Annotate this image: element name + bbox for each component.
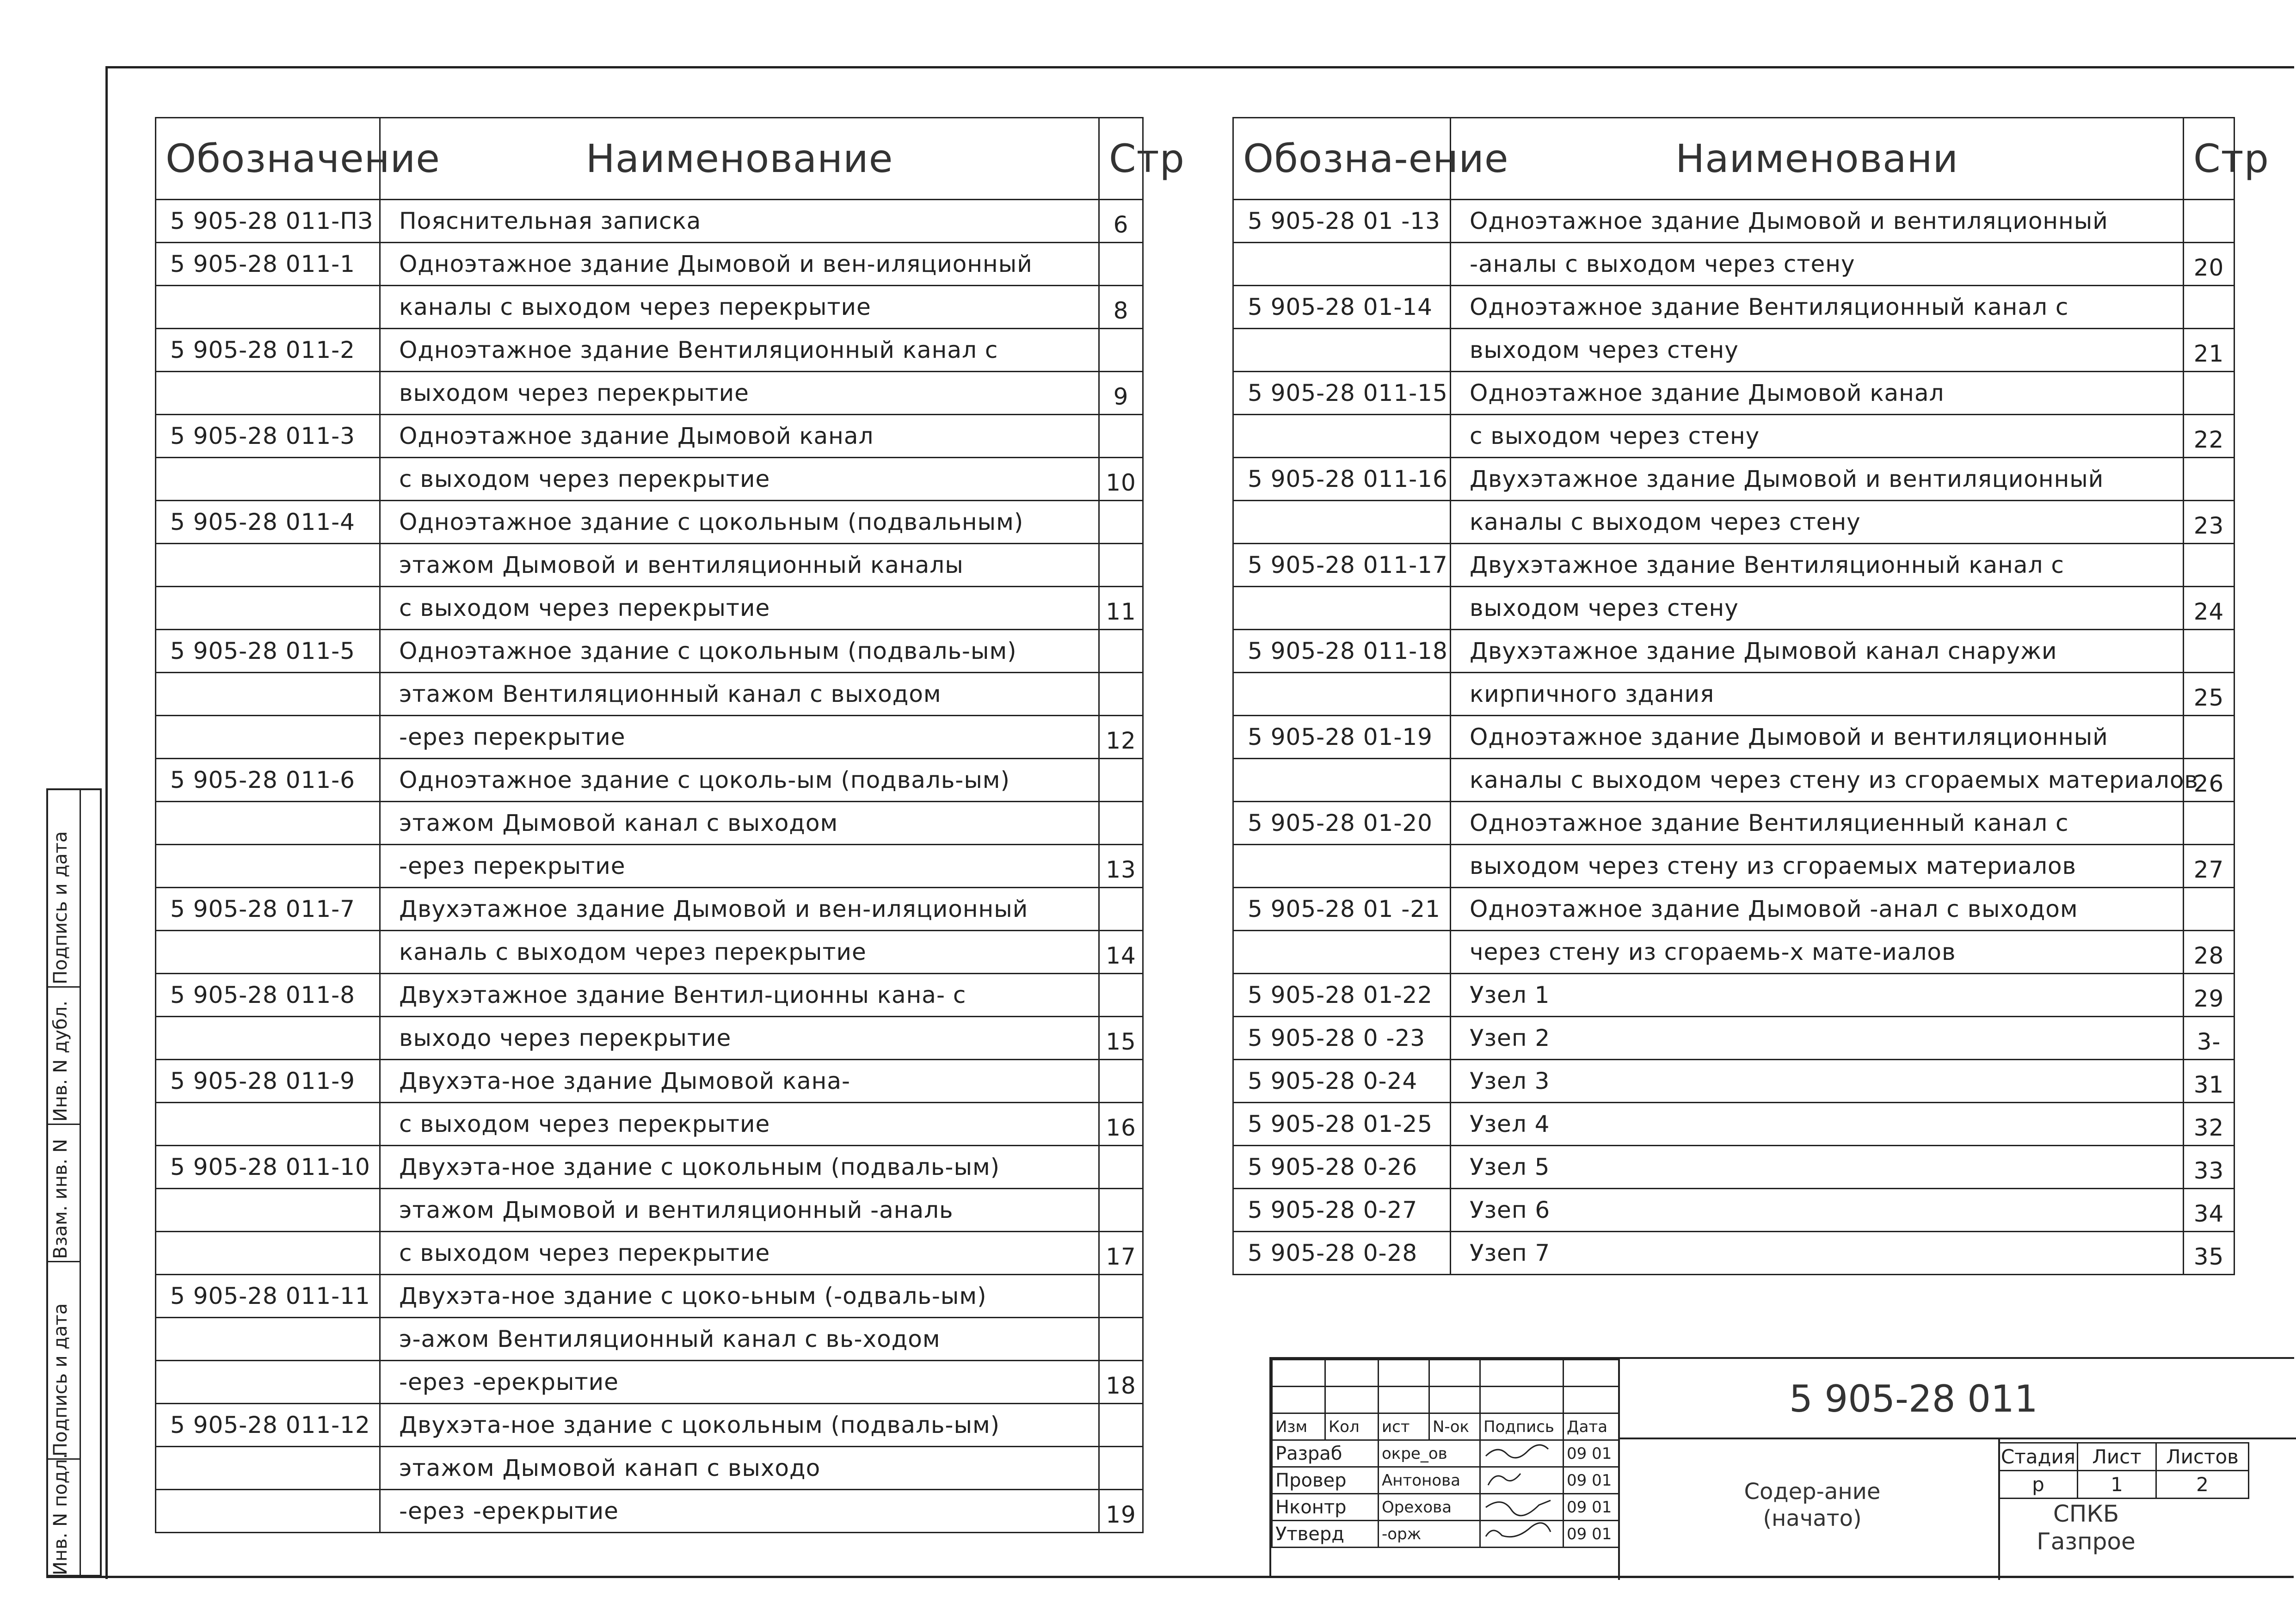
row-name: каналы с выходом через перекрытие xyxy=(380,286,1099,329)
row-name: Одноэтажное здание с цокольным (подваль-ым) xyxy=(380,630,1099,673)
row-page xyxy=(1099,759,1143,802)
tb-header-qty: Кол xyxy=(1325,1413,1379,1440)
row-designation xyxy=(156,673,380,716)
sheet-title-sub: (начато) xyxy=(1763,1505,1862,1531)
table-row xyxy=(1233,1060,2234,1103)
row-page: 26 xyxy=(2184,759,2234,802)
table-row xyxy=(1233,974,2234,1017)
table-row xyxy=(156,1017,1143,1060)
row-name: с выходом через перекрытие xyxy=(380,458,1099,501)
row-name: каналы с выходом через стену xyxy=(1451,501,2184,544)
row-designation xyxy=(1233,931,1451,974)
table-row xyxy=(1233,630,2234,673)
sheet-title-main: Содер-ание xyxy=(1744,1479,1881,1505)
row-designation xyxy=(156,1017,380,1060)
row-designation: 5 905-28 01-20 xyxy=(1233,802,1451,845)
row-name: э-ажом Вентиляционный канал с вь-ходом xyxy=(380,1318,1099,1361)
row-designation: 5 905-28 011-10 xyxy=(156,1146,380,1189)
table-row xyxy=(156,1361,1143,1404)
tb-signer-role: Утверд xyxy=(1272,1521,1379,1548)
tb-signer-date: 09 01 xyxy=(1563,1494,1619,1521)
row-page: 28 xyxy=(2184,931,2234,974)
tb-header-doc-no: N-ок xyxy=(1429,1413,1480,1440)
row-designation: 5 905-28 011-4 xyxy=(156,501,380,544)
row-designation: 5 905-28 011-11 xyxy=(156,1275,380,1318)
table-row xyxy=(156,888,1143,931)
table-row xyxy=(156,1490,1143,1533)
table-row xyxy=(1233,802,2234,845)
row-name: каналы с выходом через стену из сгораемых материалов xyxy=(1451,759,2184,802)
table-row xyxy=(1233,243,2234,286)
row-page xyxy=(1099,1189,1143,1232)
table-row xyxy=(1233,286,2234,329)
tb-header-signature: Подпись xyxy=(1480,1413,1563,1440)
row-page xyxy=(1099,1275,1143,1318)
row-name: с выходом через стену xyxy=(1451,415,2184,458)
row-page: 22 xyxy=(2184,415,2234,458)
row-page: 9 xyxy=(1099,372,1143,415)
row-name: Двухэтажное здание Вентиляционный канал с xyxy=(1451,544,2184,587)
row-page xyxy=(2184,200,2234,243)
tb-header-change: Изм xyxy=(1272,1413,1325,1440)
row-name: Пояснительная записка xyxy=(380,200,1099,243)
row-name: Двухэтажное здание Дымовой и вентиляционный xyxy=(1451,458,2184,501)
row-designation: 5 905-28 011-1 xyxy=(156,243,380,286)
row-designation xyxy=(156,716,380,759)
row-page xyxy=(1099,415,1143,458)
row-name: выходом через стену xyxy=(1451,329,2184,372)
row-designation: 5 905-28 01 -21 xyxy=(1233,888,1451,931)
table-row xyxy=(156,458,1143,501)
table-row xyxy=(156,501,1143,544)
row-name: выходо через перекрытие xyxy=(380,1017,1099,1060)
row-designation xyxy=(156,1447,380,1490)
table-row xyxy=(156,415,1143,458)
row-designation: 5 905-28 0-24 xyxy=(1233,1060,1451,1103)
row-name: -аналы с выходом через стену xyxy=(1451,243,2184,286)
table-row xyxy=(156,759,1143,802)
table-row xyxy=(156,802,1143,845)
row-page: 15 xyxy=(1099,1017,1143,1060)
table-row xyxy=(156,1103,1143,1146)
row-designation xyxy=(1233,673,1451,716)
row-page xyxy=(2184,716,2234,759)
row-designation: 5 905-28 01 -13 xyxy=(1233,200,1451,243)
tb-divider xyxy=(1618,1359,1620,1580)
row-designation xyxy=(156,458,380,501)
row-designation: 5 905-28 0-26 xyxy=(1233,1146,1451,1189)
row-page: 25 xyxy=(2184,673,2234,716)
row-page: 8 xyxy=(1099,286,1143,329)
contents-table-left xyxy=(155,117,1185,1533)
row-designation: 5 905-28 0-28 xyxy=(1233,1232,1451,1275)
table-row xyxy=(156,1146,1143,1189)
organization-line-2: Газпрое xyxy=(2037,1528,2136,1555)
row-page: 35 xyxy=(2184,1232,2234,1275)
row-name: Одноэтажное здание Дымовой и вен-иляционный xyxy=(380,243,1099,286)
table-row xyxy=(156,544,1143,587)
row-name: -ерез -ерекрытие xyxy=(380,1490,1099,1533)
table-row xyxy=(156,243,1143,286)
row-name: Одноэтажное здание Дымовой -анал с выходом xyxy=(1451,888,2184,931)
row-designation xyxy=(1233,329,1451,372)
tb-signature xyxy=(1480,1494,1563,1521)
table-row xyxy=(156,587,1143,630)
table-row xyxy=(156,1060,1143,1103)
side-label-signature-date: Подпись и дата xyxy=(50,831,71,984)
row-page xyxy=(1099,1404,1143,1447)
row-page xyxy=(1099,888,1143,931)
organization-line-1: СПКБ xyxy=(2053,1500,2119,1527)
table-row xyxy=(1233,372,2234,415)
row-name: через стену из сгораемь-х мате-иалов xyxy=(1451,931,2184,974)
table-row xyxy=(156,329,1143,372)
side-cell-original xyxy=(48,1453,80,1579)
table-row xyxy=(1233,458,2234,501)
row-designation: 5 905-28 011-6 xyxy=(156,759,380,802)
tb-signer-role: Разраб xyxy=(1272,1440,1379,1467)
row-name: Двухэтажное здание Вентил-ционны кана- с xyxy=(380,974,1099,1017)
row-designation xyxy=(1233,501,1451,544)
side-cell-replace xyxy=(48,1125,80,1262)
row-designation xyxy=(156,1361,380,1404)
row-name: с выходом через перекрытие xyxy=(380,587,1099,630)
header-page: Стр xyxy=(1099,118,1143,200)
row-page xyxy=(1099,1146,1143,1189)
row-name: Узел 5 xyxy=(1451,1146,2184,1189)
table-row xyxy=(156,974,1143,1017)
table-row xyxy=(156,630,1143,673)
row-page xyxy=(1099,802,1143,845)
header-page: Стр xyxy=(2184,118,2234,200)
row-page: 27 xyxy=(2184,845,2234,888)
row-designation: 5 905-28 011-16 xyxy=(1233,458,1451,501)
table-row xyxy=(1233,888,2234,931)
row-designation xyxy=(156,931,380,974)
table-row xyxy=(156,1447,1143,1490)
row-name: выходом через перекрытие xyxy=(380,372,1099,415)
row-name: этажом Вентиляционный канал с выходом xyxy=(380,673,1099,716)
row-designation: 5 905-28 011-17 xyxy=(1233,544,1451,587)
table-row xyxy=(1233,1017,2234,1060)
table-row xyxy=(156,1232,1143,1275)
row-name: этажом Дымовой канап с выходо xyxy=(380,1447,1099,1490)
contents-table-right xyxy=(1232,117,2269,1275)
stage-value: р xyxy=(1999,1471,2078,1499)
row-name: Одноэтажное здание Дымовой и вентиляционный xyxy=(1451,200,2184,243)
table-row xyxy=(156,1275,1143,1318)
side-stamp xyxy=(46,788,102,1577)
row-name: Одноэтажное здание с цоколь-ым (подваль-ым) xyxy=(380,759,1099,802)
row-name: Двухэта-ное здание с цокольным (подваль-ым) xyxy=(380,1404,1099,1447)
row-page: 13 xyxy=(1099,845,1143,888)
row-name: с выходом через перекрытие xyxy=(380,1232,1099,1275)
tb-signer-name: -орж xyxy=(1379,1521,1480,1548)
row-name: Одноэтажное здание Дымовой и вентиляционный xyxy=(1451,716,2184,759)
table-row xyxy=(1233,501,2234,544)
row-name: выходом через стену xyxy=(1451,587,2184,630)
table-row xyxy=(156,716,1143,759)
row-designation: 5 905-28 01-22 xyxy=(1233,974,1451,1017)
tb-signer-role: Провер xyxy=(1272,1467,1379,1494)
row-page: 32 xyxy=(2184,1103,2234,1146)
table-row xyxy=(1233,1232,2234,1275)
row-name: Узел 4 xyxy=(1451,1103,2184,1146)
stage-table xyxy=(1998,1442,2249,1499)
row-page xyxy=(1099,1447,1143,1490)
row-page: 21 xyxy=(2184,329,2234,372)
table-row xyxy=(156,286,1143,329)
sheet-title xyxy=(1720,1478,1905,1532)
row-page: 23 xyxy=(2184,501,2234,544)
row-name: Двухэтажное здание Дымовой и вен-иляционный xyxy=(380,888,1099,931)
title-block xyxy=(1269,1357,2294,1578)
row-designation xyxy=(1233,243,1451,286)
sheet-value: 1 xyxy=(2078,1471,2156,1499)
row-name: кирпичного здания xyxy=(1451,673,2184,716)
row-page: 31 xyxy=(2184,1060,2234,1103)
header-name: Наименовани xyxy=(1451,118,2184,200)
row-page xyxy=(2184,888,2234,931)
row-name: этажом Дымовой и вентиляционный каналы xyxy=(380,544,1099,587)
table-row xyxy=(1233,1146,2234,1189)
title-block-signers xyxy=(1271,1359,1619,1548)
row-page xyxy=(1099,501,1143,544)
row-designation xyxy=(156,1189,380,1232)
row-page xyxy=(2184,630,2234,673)
row-name: Одноэтажное здание с цокольным (подвальным) xyxy=(380,501,1099,544)
table-row xyxy=(1233,1189,2234,1232)
row-page: 12 xyxy=(1099,716,1143,759)
row-page xyxy=(2184,286,2234,329)
sheets-label: Листов xyxy=(2156,1443,2249,1471)
table-row xyxy=(156,845,1143,888)
side-cell-signature-1 xyxy=(48,790,80,988)
title-block-header-row xyxy=(1272,1413,1619,1440)
tb-signer-row xyxy=(1272,1440,1619,1467)
side-label-signature-date-2: Подпись и дата xyxy=(50,1303,71,1456)
tb-signer-row xyxy=(1272,1467,1619,1494)
table-row xyxy=(1233,845,2234,888)
row-name: Двухэтажное здание Дымовой канал снаружи xyxy=(1451,630,2184,673)
row-designation: 5 905-28 0-27 xyxy=(1233,1189,1451,1232)
row-page xyxy=(1099,1318,1143,1361)
row-page: 34 xyxy=(2184,1189,2234,1232)
row-designation xyxy=(156,286,380,329)
row-name: Двухэта-ное здание с цоко-ьным (-одваль-ым) xyxy=(380,1275,1099,1318)
row-designation: 5 905-28 011-ПЗ xyxy=(156,200,380,243)
tb-signer-name: окре_ов xyxy=(1379,1440,1480,1467)
document-code: 5 905-28 011 xyxy=(1789,1377,2038,1420)
row-page: 20 xyxy=(2184,243,2234,286)
row-name: этажом Дымовой и вентиляционный -аналь xyxy=(380,1189,1099,1232)
row-name: Узеп 6 xyxy=(1451,1189,2184,1232)
row-page xyxy=(1099,673,1143,716)
row-name: -ерез перекрытие xyxy=(380,716,1099,759)
row-name: Одноэтажное здание Дымовой канал xyxy=(1451,372,2184,415)
row-page: 10 xyxy=(1099,458,1143,501)
tb-signer-role: Нконтр xyxy=(1272,1494,1379,1521)
row-name: с выходом через перекрытие xyxy=(380,1103,1099,1146)
row-name: Одноэтажное здание Вентиляционный канал с xyxy=(1451,286,2184,329)
row-name: -ерез перекрытие xyxy=(380,845,1099,888)
side-label-original-inv: Инв. N подл. xyxy=(50,1453,71,1575)
tb-signature xyxy=(1480,1467,1563,1494)
side-cell-signature-2 xyxy=(48,1262,80,1460)
row-name: Узеп 2 xyxy=(1451,1017,2184,1060)
table-row xyxy=(1233,716,2234,759)
row-page: 16 xyxy=(1099,1103,1143,1146)
row-page xyxy=(2184,802,2234,845)
table-row xyxy=(156,1318,1143,1361)
row-page xyxy=(1099,243,1143,286)
row-designation xyxy=(156,1103,380,1146)
table-row xyxy=(156,200,1143,243)
table-row xyxy=(1233,415,2234,458)
side-label-duplicate-inv: Инв. N дубл. xyxy=(50,1001,71,1122)
side-cell-duplicate xyxy=(48,988,80,1125)
row-page: 19 xyxy=(1099,1490,1143,1533)
row-name: Одноэтажное здание Вентиляциенный канал с xyxy=(1451,802,2184,845)
table-row xyxy=(1233,673,2234,716)
row-page: 6 xyxy=(1099,200,1143,243)
row-designation xyxy=(156,1490,380,1533)
stage-label: Стадия xyxy=(1999,1443,2078,1471)
tb-signer-row xyxy=(1272,1521,1619,1548)
row-designation: 5 905-28 01-14 xyxy=(1233,286,1451,329)
row-page xyxy=(1099,1060,1143,1103)
row-designation xyxy=(1233,759,1451,802)
tb-signer-name: Орехова xyxy=(1379,1494,1480,1521)
table-row xyxy=(156,1189,1143,1232)
row-name: этажом Дымовой канал с выходом xyxy=(380,802,1099,845)
tb-divider xyxy=(1618,1438,2296,1439)
side-stamp-divider xyxy=(80,790,81,1575)
row-designation: 5 905-28 0 -23 xyxy=(1233,1017,1451,1060)
row-name: Узел 1 xyxy=(1451,974,2184,1017)
row-name: каналь с выходом через перекрытие xyxy=(380,931,1099,974)
row-designation xyxy=(156,372,380,415)
row-page xyxy=(1099,974,1143,1017)
row-designation: 5 905-28 011-7 xyxy=(156,888,380,931)
row-designation xyxy=(156,587,380,630)
row-name: выходом через стену из сгораемых материалов xyxy=(1451,845,2184,888)
row-page: 3- xyxy=(2184,1017,2234,1060)
tb-header-date: Дата xyxy=(1563,1413,1619,1440)
row-page: 33 xyxy=(2184,1146,2234,1189)
row-designation: 5 905-28 011-2 xyxy=(156,329,380,372)
row-page xyxy=(1099,329,1143,372)
table-row xyxy=(1233,1103,2234,1146)
row-page xyxy=(2184,372,2234,415)
row-designation: 5 905-28 011-12 xyxy=(156,1404,380,1447)
tb-signer-date: 09 01 xyxy=(1563,1521,1619,1548)
row-page: 17 xyxy=(1099,1232,1143,1275)
row-name: Двухэта-ное здание с цокольным (подваль-ым) xyxy=(380,1146,1099,1189)
row-page: 29 xyxy=(2184,974,2234,1017)
tb-signer-name: Антонова xyxy=(1379,1467,1480,1494)
row-page xyxy=(2184,544,2234,587)
row-page xyxy=(1099,630,1143,673)
table-header-row xyxy=(156,118,1143,200)
row-page: 14 xyxy=(1099,931,1143,974)
row-name: -ерез -ерекрытие xyxy=(380,1361,1099,1404)
row-designation: 5 905-28 011-5 xyxy=(156,630,380,673)
tb-signature xyxy=(1480,1440,1563,1467)
table-row xyxy=(1233,200,2234,243)
row-page: 11 xyxy=(1099,587,1143,630)
header-designation: Обозна-ение xyxy=(1233,118,1451,200)
row-designation xyxy=(156,1232,380,1275)
tb-signer-row xyxy=(1272,1494,1619,1521)
tb-header-sheet: ист xyxy=(1379,1413,1429,1440)
row-designation xyxy=(156,802,380,845)
table-row xyxy=(156,1404,1143,1447)
row-designation xyxy=(1233,587,1451,630)
row-name: Двухэта-ное здание Дымовой кана- xyxy=(380,1060,1099,1103)
table-row xyxy=(1233,329,2234,372)
row-designation: 5 905-28 01-19 xyxy=(1233,716,1451,759)
row-designation: 5 905-28 011-18 xyxy=(1233,630,1451,673)
table-row xyxy=(1233,544,2234,587)
table-row xyxy=(1233,931,2234,974)
row-designation xyxy=(1233,415,1451,458)
tb-signature xyxy=(1480,1521,1563,1548)
row-designation xyxy=(156,1318,380,1361)
row-page xyxy=(1099,544,1143,587)
row-designation xyxy=(156,544,380,587)
row-designation xyxy=(156,845,380,888)
table-row xyxy=(156,931,1143,974)
organization xyxy=(1998,1500,2174,1555)
side-label-replace-inv: Взам. инв. N xyxy=(50,1139,71,1259)
header-designation: Обозначение xyxy=(156,118,380,200)
table-row xyxy=(1233,759,2234,802)
sheet-label: Лист xyxy=(2078,1443,2156,1471)
row-page xyxy=(2184,458,2234,501)
table-row xyxy=(156,372,1143,415)
row-designation: 5 905-28 011-8 xyxy=(156,974,380,1017)
row-designation xyxy=(1233,845,1451,888)
row-designation: 5 905-28 011-3 xyxy=(156,415,380,458)
table-row xyxy=(1233,587,2234,630)
row-page: 24 xyxy=(2184,587,2234,630)
table-header-row xyxy=(1233,118,2234,200)
table-row xyxy=(156,673,1143,716)
row-name: Узеп 7 xyxy=(1451,1232,2184,1275)
tb-signer-date: 09 01 xyxy=(1563,1440,1619,1467)
row-designation: 5 905-28 01-25 xyxy=(1233,1103,1451,1146)
header-name: Наименование xyxy=(380,118,1099,200)
row-page: 18 xyxy=(1099,1361,1143,1404)
row-name: Узел 3 xyxy=(1451,1060,2184,1103)
row-name: Одноэтажное здание Дымовой канал xyxy=(380,415,1099,458)
tb-signer-date: 09 01 xyxy=(1563,1467,1619,1494)
sheets-value: 2 xyxy=(2156,1471,2249,1499)
row-designation: 5 905-28 011-9 xyxy=(156,1060,380,1103)
row-designation: 5 905-28 011-15 xyxy=(1233,372,1451,415)
row-name: Одноэтажное здание Вентиляционный канал с xyxy=(380,329,1099,372)
